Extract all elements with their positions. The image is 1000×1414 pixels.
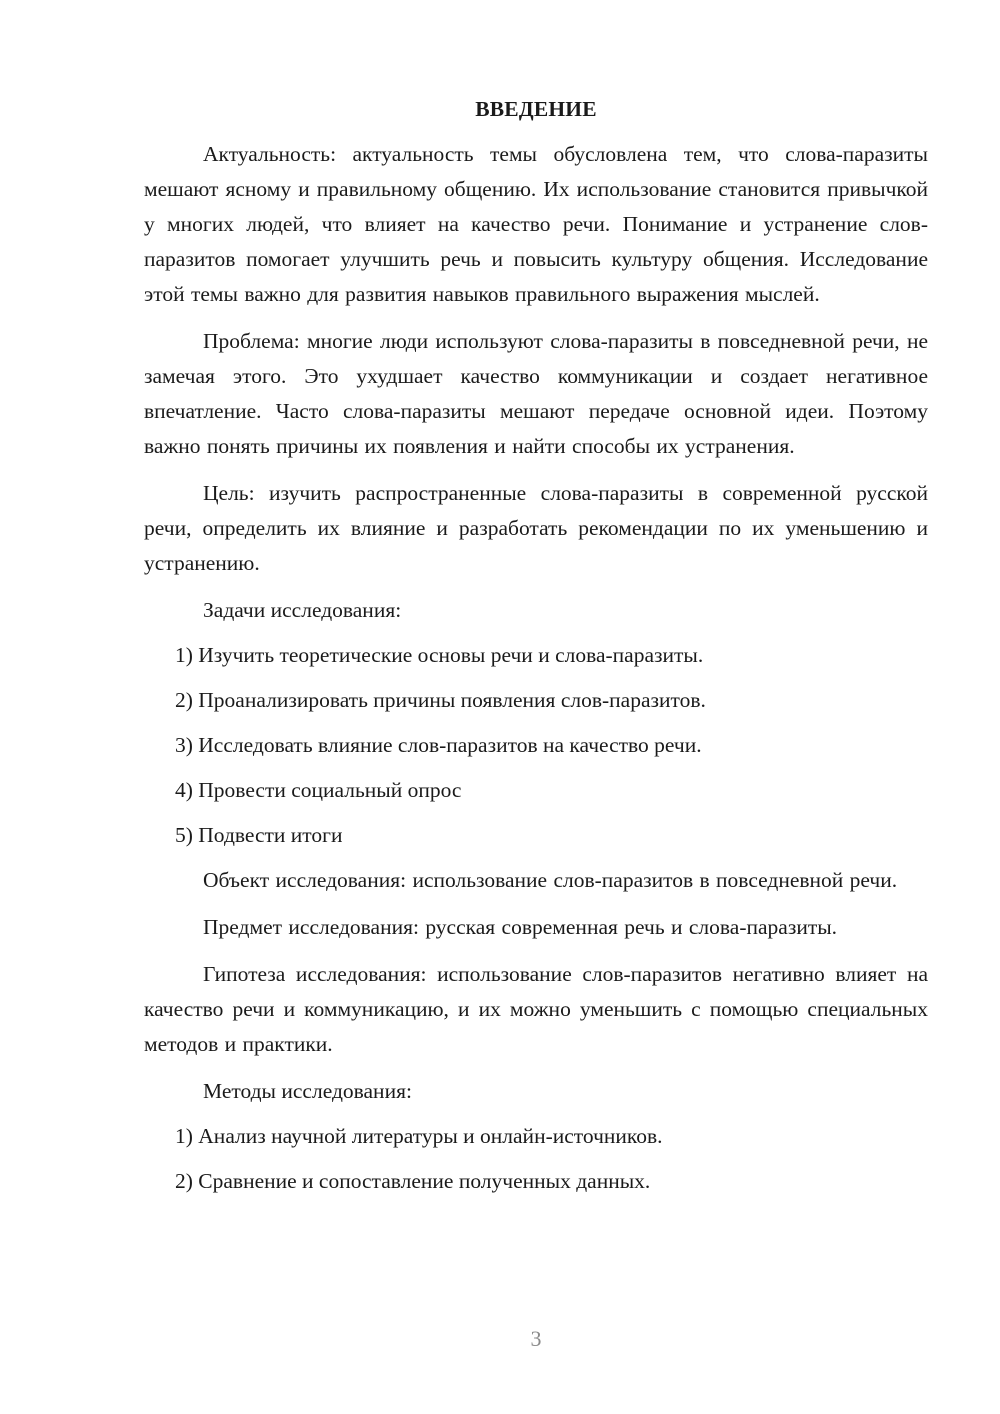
tasks-heading: Задачи исследования: — [203, 598, 402, 622]
section-title: ВВЕДЕНИЕ — [475, 97, 597, 121]
paragraph-object: Объект исследования: использование слов-паразитов в повседневной речи. — [203, 868, 898, 892]
methods-heading: Методы исследования: — [203, 1079, 412, 1103]
page-number: 3 — [530, 1326, 542, 1351]
document-page — [144, 92, 928, 1209]
list-item: 3) Исследовать влияние слов-паразитов на качество речи. — [175, 733, 702, 757]
list-item: 5) Подвести итоги — [175, 823, 343, 847]
list-item: 1) Изучить теоретические основы речи и слова-паразиты. — [175, 643, 704, 667]
paragraph-hypothesis: Гипотеза исследования: использование слов-паразитов негативно влияет на качество речи и коммуникацию, и их можно уменьшить с помощью специальных методов и практики. — [144, 962, 928, 1056]
methods-list — [144, 1119, 928, 1199]
paragraph-problem: Проблема: многие люди используют слова-паразиты в повседневной речи, не замечая этого. Это ухудшает качество коммуникации и создает негативное впечатление. Часто слова-паразиты мешают передаче основной идеи. Поэтому важно понять причины их появления и найти способы их устранения. — [144, 329, 928, 458]
paragraph-relevance: Актуальность: актуальность темы обусловлена тем, что слова-паразиты мешают ясному и правильному общению. Их использование становится привычкой у многих людей, что влияет на качество речи. Понимание и устранение слов-паразитов помогает улучшить речь и повысить культуру общения. Исследование этой темы важно для развития навыков правильного выражения мыслей. — [144, 142, 928, 306]
list-item: 4) Провести социальный опрос — [175, 778, 462, 802]
paragraph-subject: Предмет исследования: русская современная речь и слова-паразиты. — [203, 915, 838, 939]
list-item: 2) Проанализировать причины появления слов-паразитов. — [175, 688, 706, 712]
list-item: 2) Сравнение и сопоставление полученных данных. — [175, 1169, 651, 1193]
tasks-list — [144, 638, 928, 853]
list-item: 1) Анализ научной литературы и онлайн-источников. — [175, 1124, 663, 1148]
paragraph-goal: Цель: изучить распространенные слова-паразиты в современной русской речи, определить их влияние и разработать рекомендации по их уменьшению и устранению. — [144, 481, 928, 575]
